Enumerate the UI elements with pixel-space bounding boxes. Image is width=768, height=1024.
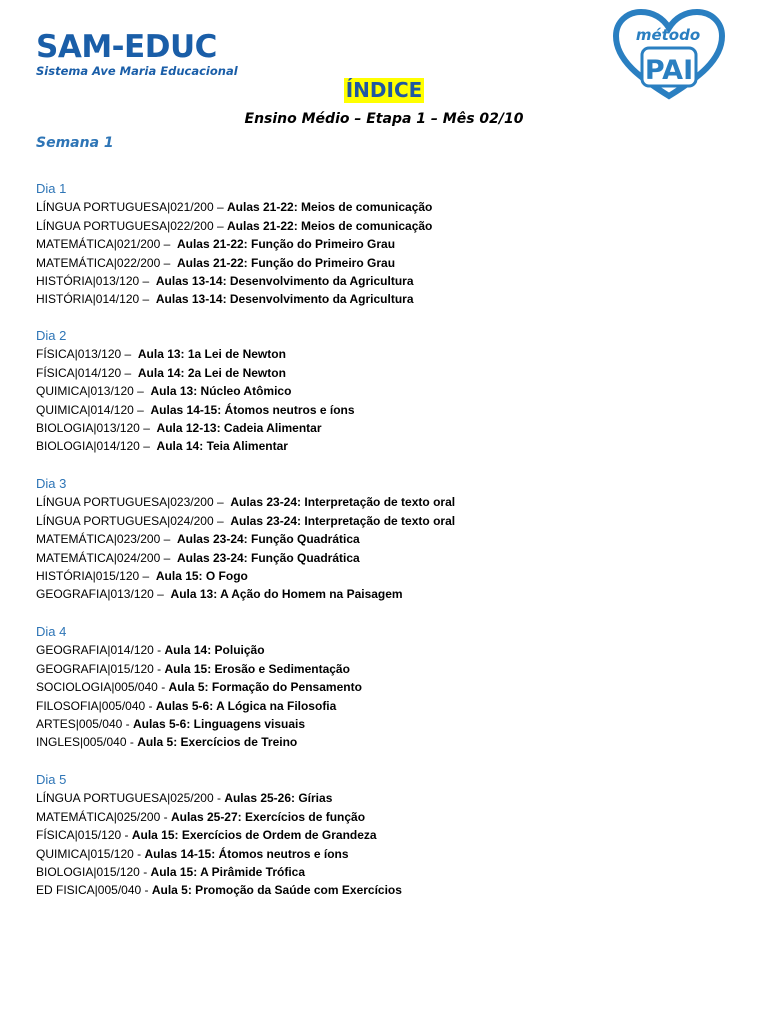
index-entry	[36, 826, 736, 844]
index-entry	[36, 493, 736, 511]
entry-subject: SOCIOLOGIA|005/040	[36, 680, 158, 695]
index-entry	[36, 660, 736, 678]
entry-subject: QUIMICA|013/120	[36, 384, 134, 399]
entry-lesson: Aula 13: 1a Lei de Newton	[137, 347, 286, 362]
entry-separator: –	[160, 237, 177, 252]
entry-lesson: Aula 15: O Fogo	[155, 568, 248, 583]
index-entry	[36, 733, 736, 751]
index-entry	[36, 419, 736, 437]
entry-lesson: Aula 13: Núcleo Atômico	[150, 384, 292, 399]
index-entry	[36, 845, 736, 863]
entry-lesson: Aula 14: Poluição	[164, 643, 265, 658]
entry-subject: HISTÓRIA|013/120	[36, 273, 140, 288]
entry-separator: -	[213, 791, 225, 806]
entry-subject: LÍNGUA PORTUGUESA|021/200	[36, 200, 214, 215]
entry-lesson: Aula 15: Erosão e Sedimentação	[164, 661, 350, 676]
index-entry	[36, 437, 736, 455]
entry-subject: GEOGRAFIA|014/120	[36, 643, 154, 658]
index-entry	[36, 715, 736, 733]
entry-separator: –	[213, 495, 231, 510]
entry-subject: LÍNGUA PORTUGUESA|022/200	[36, 218, 214, 233]
entry-lesson: Aulas 21-22: Função do Primeiro Grau	[176, 255, 396, 270]
day-section	[36, 180, 736, 309]
entry-lesson: Aulas 23-24: Função Quadrática	[176, 550, 360, 565]
entry-separator: –	[139, 420, 157, 435]
logo-main-text: PAI	[644, 55, 694, 86]
entry-subject: MATEMÁTICA|021/200	[36, 237, 161, 252]
entry-subject: LÍNGUA PORTUGUESA|023/200	[36, 495, 214, 510]
index-entry	[36, 272, 736, 290]
entry-lesson: Aulas 23-24: Interpretação de texto oral	[230, 495, 456, 510]
entry-subject: GEOGRAFIA|015/120	[36, 661, 154, 676]
day-section	[36, 771, 736, 900]
entry-separator: -	[157, 680, 169, 695]
entry-subject: FÍSICA|013/120	[36, 347, 122, 362]
entry-separator: –	[139, 568, 156, 583]
entry-subject: FÍSICA|014/120	[36, 365, 122, 380]
logo-top-text: método	[635, 26, 701, 44]
entry-subject: INGLES|005/040	[36, 735, 127, 750]
entry-separator: -	[153, 643, 165, 658]
entry-subject: FÍSICA|015/120	[36, 828, 122, 843]
entry-lesson: Aula 15: Exercícios de Ordem de Grandeza	[131, 828, 377, 843]
entry-separator: –	[121, 365, 138, 380]
index-entry	[36, 364, 736, 382]
entry-subject: QUIMICA|015/120	[36, 846, 134, 861]
entry-subject: BIOLOGIA|015/120	[36, 864, 140, 879]
entry-separator: –	[213, 218, 227, 233]
entry-separator: –	[139, 439, 157, 454]
entry-separator: -	[141, 883, 152, 898]
entry-lesson: Aulas 21-22: Meios de comunicação	[226, 218, 433, 233]
entry-lesson: Aula 5: Promoção da Saúde com Exercícios	[151, 883, 402, 898]
index-entry	[36, 290, 736, 308]
entry-separator: -	[126, 735, 138, 750]
entry-lesson: Aulas 13-14: Desenvolvimento da Agricultura	[155, 273, 414, 288]
entry-separator: –	[160, 532, 177, 547]
index-entry	[36, 235, 736, 253]
index-entry	[36, 567, 736, 585]
logo-title: SAM-EDUC	[36, 29, 217, 65]
entry-separator: -	[133, 846, 145, 861]
entry-lesson: Aula 5: Formação do Pensamento	[168, 680, 362, 695]
entry-subject: ARTES|005/040	[36, 716, 123, 731]
entry-subject: BIOLOGIA|014/120	[36, 439, 140, 454]
sam-educ-logo	[36, 30, 238, 78]
entry-lesson: Aulas 13-14: Desenvolvimento da Agricultura	[155, 292, 414, 307]
day-title: Dia 4	[36, 624, 67, 639]
index-entry	[36, 789, 736, 807]
entry-separator: –	[139, 273, 156, 288]
entry-separator: –	[139, 292, 156, 307]
entry-subject: QUIMICA|014/120	[36, 402, 134, 417]
entry-separator: -	[160, 809, 171, 824]
entry-subject: HISTÓRIA|015/120	[36, 568, 140, 583]
index-entry	[36, 678, 736, 696]
entry-lesson: Aulas 14-15: Átomos neutros e íons	[150, 402, 355, 417]
entry-separator: –	[121, 347, 138, 362]
index-entry	[36, 217, 736, 235]
entry-separator: -	[145, 698, 156, 713]
entry-lesson: Aulas 25-27: Exercícios de função	[170, 809, 366, 824]
index-entry	[36, 198, 736, 216]
index-entry	[36, 530, 736, 548]
entry-lesson: Aula 12-13: Cadeia Alimentar	[156, 420, 322, 435]
index-entry	[36, 512, 736, 530]
entry-subject: ED FISICA|005/040	[36, 883, 142, 898]
index-entry	[36, 401, 736, 419]
logo-subtitle: Sistema Ave Maria Educacional	[36, 64, 238, 78]
day-section	[36, 475, 736, 604]
entry-separator: -	[139, 864, 151, 879]
index-entry	[36, 585, 736, 603]
entry-separator: -	[122, 716, 133, 731]
entry-subject: MATEMÁTICA|024/200	[36, 550, 161, 565]
entry-lesson: Aulas 14-15: Átomos neutros e íons	[144, 846, 349, 861]
entry-lesson: Aula 14: Teia Alimentar	[156, 439, 288, 454]
entry-subject: LÍNGUA PORTUGUESA|025/200	[36, 791, 214, 806]
entry-lesson: Aulas 25-26: Gírias	[224, 791, 333, 806]
day-title: Dia 1	[36, 181, 67, 196]
entry-separator: –	[213, 513, 231, 528]
index-entry	[36, 641, 736, 659]
entry-lesson: Aulas 21-22: Meios de comunicação	[226, 200, 433, 215]
entry-separator: –	[153, 587, 171, 602]
day-title: Dia 3	[36, 476, 67, 491]
entry-subject: MATEMÁTICA|023/200	[36, 532, 161, 547]
day-title: Dia 5	[36, 772, 67, 787]
entry-separator: –	[213, 200, 227, 215]
entry-lesson: Aulas 23-24: Função Quadrática	[176, 532, 360, 547]
entry-lesson: Aula 14: 2a Lei de Newton	[137, 365, 286, 380]
entry-lesson: Aula 15: A Pirâmide Trófica	[150, 864, 306, 879]
entry-subject: MATEMÁTICA|022/200	[36, 255, 161, 270]
entry-separator: –	[160, 550, 177, 565]
day-section	[36, 327, 736, 456]
index-entry	[36, 254, 736, 272]
entry-lesson: Aulas 21-22: Função do Primeiro Grau	[176, 237, 396, 252]
entry-subject: HISTÓRIA|014/120	[36, 292, 140, 307]
entry-subject: GEOGRAFIA|013/120	[36, 587, 154, 602]
index-entry	[36, 345, 736, 363]
entry-lesson: Aula 13: A Ação do Homem na Paisagem	[170, 587, 403, 602]
entry-separator: -	[121, 828, 132, 843]
entry-lesson: Aulas 23-24: Interpretação de texto oral	[230, 513, 456, 528]
index-entry	[36, 881, 736, 899]
week-heading: Semana 1	[36, 135, 114, 151]
entry-subject: LÍNGUA PORTUGUESA|024/200	[36, 513, 214, 528]
entry-separator: -	[153, 661, 165, 676]
page-title: ÍNDICE	[345, 78, 423, 102]
day-section	[36, 623, 736, 752]
index-entry	[36, 549, 736, 567]
entry-subject: BIOLOGIA|013/120	[36, 420, 140, 435]
entry-separator: –	[160, 255, 177, 270]
entry-lesson: Aulas 5-6: Linguagens visuais	[132, 716, 306, 731]
page-subtitle: Ensino Médio – Etapa 1 – Mês 02/10	[244, 111, 524, 127]
index-entry	[36, 863, 736, 881]
entry-separator: –	[133, 402, 151, 417]
index-entry	[36, 808, 736, 826]
entry-separator: –	[133, 384, 151, 399]
entry-subject: FILOSOFIA|005/040	[36, 698, 146, 713]
entry-lesson: Aula 5: Exercícios de Treino	[137, 735, 298, 750]
entry-subject: MATEMÁTICA|025/200	[36, 809, 161, 824]
index-entry	[36, 697, 736, 715]
index-entry	[36, 382, 736, 400]
day-title: Dia 2	[36, 328, 67, 343]
entry-lesson: Aulas 5-6: A Lógica na Filosofia	[155, 698, 337, 713]
